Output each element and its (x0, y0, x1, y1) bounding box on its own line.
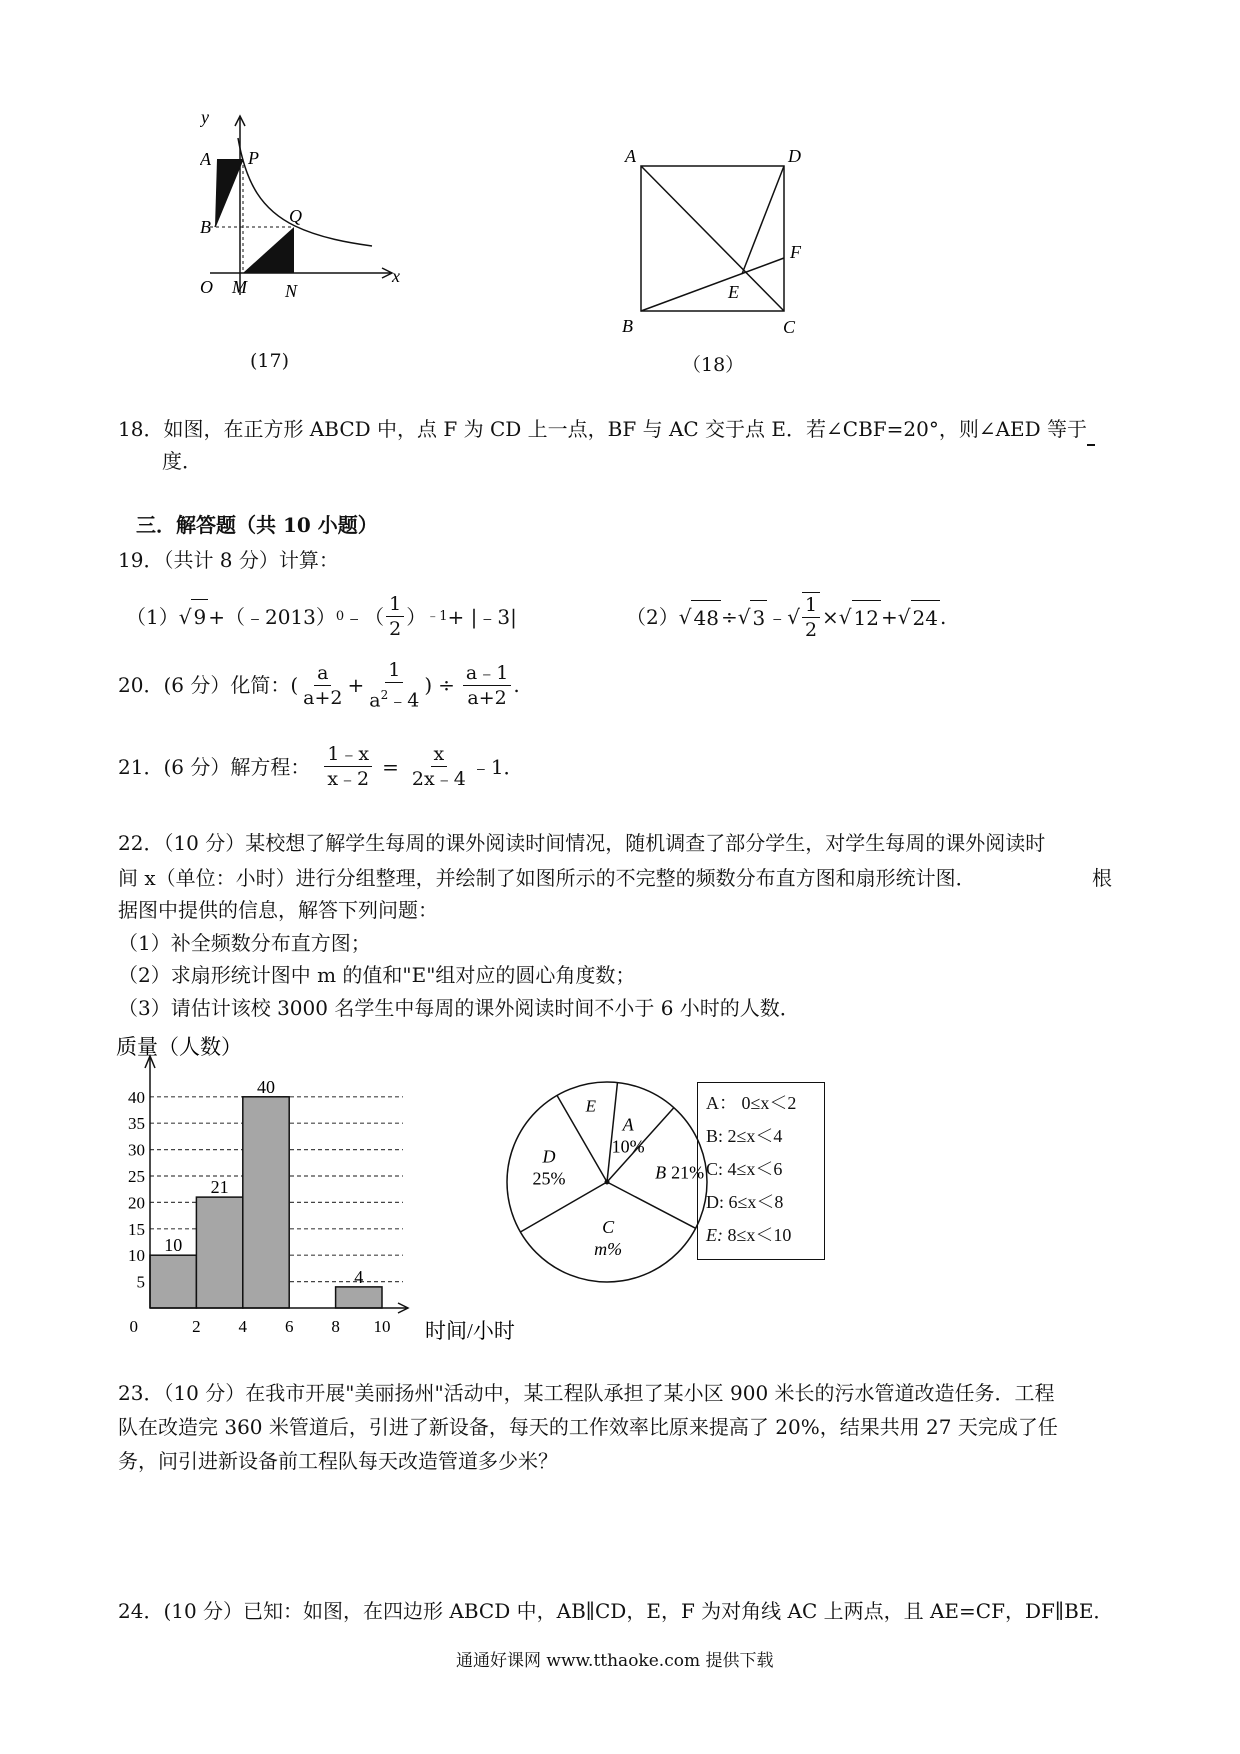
sqrt-symbol: √ (678, 605, 692, 629)
pie-label-a: A (622, 1114, 634, 1135)
legend-row (706, 1186, 816, 1219)
legend-key: D: (706, 1192, 729, 1212)
question-21 (118, 742, 524, 791)
q19-p2-s2: 3 (750, 600, 767, 635)
segment-bf (641, 258, 784, 311)
label-n: N (285, 281, 298, 301)
histogram-chart (110, 1030, 530, 1340)
histogram-bar (196, 1197, 242, 1308)
label-p: P (248, 148, 259, 168)
y-axis-title: 质量（人数） (116, 1035, 242, 1059)
question-22-sub3: （3）请估计该校 3000 名学生中每周的课外阅读时间不小于 6 小时的人数． (118, 996, 800, 1020)
x-tick-label: 6 (284, 1317, 294, 1336)
label-e: E (728, 282, 739, 302)
q19-p1-sqrt: 9 (191, 599, 208, 634)
legend-rows (706, 1087, 816, 1252)
label-c: C (783, 317, 796, 337)
label-y: y (201, 110, 209, 127)
q20-plus: + (347, 673, 365, 698)
q19-p2-end: . (939, 605, 947, 629)
label-b: B (200, 217, 211, 237)
figure-18 (620, 140, 820, 350)
frac-den: a+2 (467, 686, 507, 709)
q20-close: ) (424, 673, 433, 698)
q20-prefix: 20．(6 分）化简：( (118, 673, 299, 698)
legend-row (706, 1087, 816, 1120)
x-tick-label: 10 (373, 1317, 391, 1336)
sqrt-symbol: √ (787, 605, 800, 629)
question-20 (118, 658, 520, 712)
label-m: M (232, 277, 247, 297)
q21-prefix: 21．(6 分）解方程： (118, 754, 311, 779)
q19-p2-s4: 24 (911, 600, 940, 635)
q19-p2-plus: + (881, 605, 898, 629)
q19-p2-fraction (802, 592, 820, 642)
q19-p1-label: （1） (126, 604, 179, 629)
question-24-line1: 24．(10 分）已知：如图，在四边形 ABCD 中，AB∥CD，E，F 为对角线 AC 上两点，且 AE=CF，DF∥BE． (118, 1599, 1114, 1623)
frac-den: 2x﹣4 (411, 768, 466, 790)
histogram-bar (243, 1097, 289, 1308)
legend-key: A： (706, 1093, 742, 1113)
legend-range: 8≤x＜10 (727, 1225, 792, 1245)
pie-slice-boundary (607, 1083, 617, 1182)
label-a: A (625, 146, 636, 166)
legend-key: B: (706, 1126, 728, 1146)
pie-slice-boundary (520, 1182, 607, 1232)
bar-data-label: 4 (354, 1266, 364, 1287)
den-rest: ﹣4 (388, 689, 420, 712)
q21-fraction-2 (409, 742, 469, 791)
diagonal-ac (641, 166, 784, 311)
pie-slice-boundary (607, 1182, 696, 1228)
figure-17 (200, 110, 420, 310)
sqrt-symbol: √ (737, 605, 751, 629)
q19-p1-exp1: ﹣1 (426, 608, 448, 624)
question-22-line2: 间 x（单位：小时）进行分组整理，并绘制了如图所示的不完整的频数分布直方图和扇形统计图． (118, 866, 976, 890)
q19-p2-s1: 48 (691, 600, 720, 635)
question-23-line1: 23．（10 分）在我市开展"美丽扬州"活动中，某工程队承担了某小区 900 米长的污水管道改造任务．工程 (118, 1381, 1055, 1405)
segment-de (742, 166, 784, 274)
label-b: B (622, 316, 633, 336)
question-19-part2 (626, 592, 946, 642)
question-22-line1: 22．（10 分）某校想了解学生每周的课外阅读时间情况，随机调查了部分学生，对学生每周的课外阅读时 (118, 831, 1046, 855)
frac-num: 1 (386, 592, 404, 617)
q19-p2-label: （2） (626, 605, 679, 629)
histogram-bar (150, 1255, 196, 1308)
question-19-part1 (126, 592, 517, 641)
q20-fraction-3 (463, 661, 511, 710)
den-base: a (369, 689, 381, 712)
figure-17-caption: (17) (250, 350, 290, 372)
q19-p1-b: ﹣（ (344, 604, 385, 629)
q19-p2-s3: 12 (852, 600, 881, 635)
q19-p1-d: + |﹣3| (447, 604, 517, 629)
legend-range: 4≤x＜6 (727, 1159, 783, 1179)
triangle-mqn (243, 227, 294, 273)
q19-p1-c: ） (406, 604, 427, 629)
question-23-line3: 务，问引进新设备前工程队每天改造管道多少米？ (118, 1449, 558, 1473)
y-tick-label: 40 (128, 1087, 145, 1107)
question-22-sub1: （1）补全频数分布直方图； (118, 931, 371, 955)
frac-num: a﹣1 (463, 661, 511, 686)
sqrt-symbol: √ (897, 605, 911, 629)
frac-den (366, 683, 422, 712)
pie-value-b: 21% (671, 1162, 705, 1183)
legend-key: C: (706, 1159, 728, 1179)
legend-row (706, 1120, 816, 1153)
question-22-sub2: （2）求扇形统计图中 m 的值和"E"组对应的圆心角度数； (118, 963, 636, 987)
legend-row (706, 1153, 816, 1186)
frac-num: 1 (802, 593, 820, 618)
q21-eq: = (382, 754, 399, 779)
pie-chart (500, 1075, 715, 1290)
y-tick-label: 15 (128, 1219, 145, 1239)
x-tick-label: 4 (238, 1317, 248, 1336)
bar-data-label: 21 (210, 1177, 229, 1198)
sqrt-symbol: √ (178, 604, 192, 629)
label-a: A (200, 149, 211, 169)
q20-fraction-2 (366, 658, 422, 712)
frac-num: x (431, 742, 448, 767)
frac-num: 1﹣x (324, 742, 372, 767)
pie-legend (697, 1082, 825, 1260)
pie-label-b: B (655, 1162, 667, 1183)
pie-center (605, 1180, 610, 1185)
origin-label: 0 (129, 1317, 138, 1336)
question-18-line2: 度． (162, 449, 202, 473)
bar-data-label: 40 (257, 1076, 275, 1097)
pie-label-e: E (585, 1096, 596, 1116)
page-footer: 通通好课网 www.tthaoke.com 提供下载 (456, 1651, 774, 1671)
y-tick-label: 35 (128, 1114, 145, 1134)
histogram-bar (336, 1287, 382, 1308)
label-f: F (790, 242, 801, 262)
frac-den: x﹣2 (327, 768, 370, 790)
q19-p2-minus: ﹣ (767, 605, 788, 629)
den-exp: 2 (380, 688, 389, 702)
figure-18-caption: （18） (682, 354, 745, 376)
q19-p1-a: +（﹣2013） (208, 604, 336, 629)
pie-value-c: m% (594, 1238, 623, 1259)
frac-den: 2 (389, 618, 402, 640)
legend-row (706, 1219, 816, 1252)
q19-p1-fraction (386, 592, 404, 641)
y-tick-label: 20 (128, 1193, 145, 1213)
question-19-title: 19．（共计 8 分）计算： (118, 548, 339, 572)
bar-data-label: 10 (164, 1235, 183, 1256)
frac-num: 1 (385, 658, 403, 683)
label-o: O (200, 277, 213, 297)
frac-den: a+2 (303, 686, 343, 709)
answer-blank (1087, 426, 1095, 446)
q20-div: ÷ (438, 673, 455, 698)
frac-den: 2 (804, 619, 818, 641)
q19-p2-times: × (822, 605, 839, 629)
x-tick-label: 8 (331, 1317, 340, 1336)
y-tick-label: 5 (136, 1272, 145, 1292)
question-22-line2-tail: 根 (1092, 866, 1112, 890)
y-tick-label: 30 (128, 1140, 145, 1160)
question-18-line1 (118, 412, 1095, 446)
section-3-title: 三．解答题（共 10 小题） (136, 513, 378, 537)
legend-range: 6≤x＜8 (728, 1192, 784, 1212)
label-d: D (788, 146, 801, 166)
legend-range: 2≤x＜4 (727, 1126, 783, 1146)
frac-num: a (314, 661, 331, 686)
q21-fraction-1 (324, 742, 372, 791)
q19-p1-exp0: 0 (335, 608, 345, 624)
question-18-text: 18．如图，在正方形 ABCD 中，点 F 为 CD 上一点，BF 与 AC 交于点 E．若∠CBF=20°，则∠AED 等于 (118, 417, 1088, 441)
q20-end: . (513, 673, 520, 698)
label-x: x (392, 266, 400, 286)
x-axis-title: 时间/小时 (425, 1319, 515, 1340)
q21-end: ﹣1． (470, 754, 524, 779)
pie-value-d: 25% (532, 1168, 566, 1189)
pie-value-a: 10% (611, 1136, 645, 1157)
pie-label-d: D (542, 1146, 556, 1167)
label-q: Q (289, 206, 302, 226)
legend-key: E: (706, 1225, 728, 1245)
y-tick-label: 10 (128, 1246, 145, 1266)
question-23-line2: 队在改造完 360 米管道后，引进了新设备，每天的工作效率比原来提高了 20%，结果共用 27 天完成了任 (118, 1415, 1058, 1439)
y-tick-label: 25 (128, 1167, 145, 1186)
question-22-line3: 据图中提供的信息，解答下列问题： (118, 898, 438, 922)
x-tick-label: 2 (192, 1317, 201, 1336)
q20-fraction-1 (300, 661, 345, 710)
legend-range: 0≤x＜2 (741, 1093, 797, 1113)
pie-label-c: C (602, 1216, 615, 1237)
sqrt-symbol: √ (838, 605, 852, 629)
q19-p2-div: ÷ (720, 605, 738, 629)
